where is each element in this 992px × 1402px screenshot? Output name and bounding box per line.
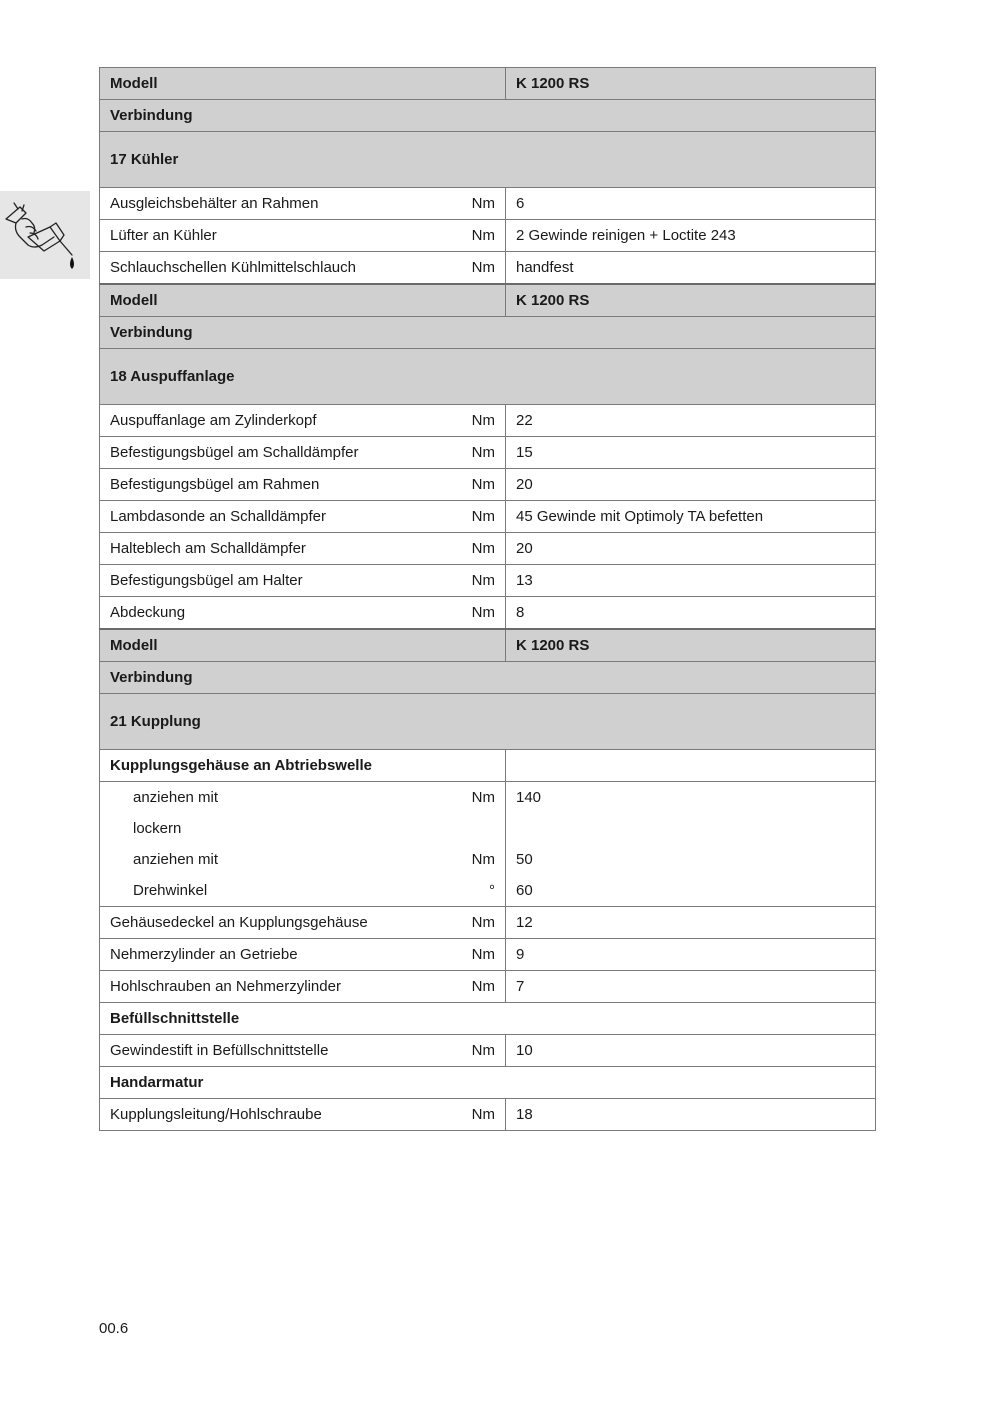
section-title: 17 Kühler [100,132,876,188]
row-label: Drehwinkel [100,875,454,907]
model-label: Modell [100,68,506,100]
row-unit: Nm [454,533,506,565]
row-label: Auspuffanlage am Zylinderkopf [100,405,454,437]
row-unit: Nm [454,907,506,939]
table-row [100,188,876,220]
table-row [100,469,876,501]
row-value: 7 [506,971,876,1003]
table-row [100,1035,876,1067]
row-value: 22 [506,405,876,437]
subheading-row [100,750,876,782]
row-value: 15 [506,437,876,469]
table-row [100,501,876,533]
section-title-row [100,132,876,188]
model-row [100,629,876,662]
model-row [100,68,876,100]
table-row [100,844,876,875]
row-label: Lüfter an Kühler [100,220,454,252]
row-unit: Nm [454,220,506,252]
subheading-label: Handarmatur [100,1067,876,1099]
row-label: Gewindestift in Befüllschnittstelle [100,1035,454,1067]
row-label: Kupplungsleitung/Hohlschraube [100,1099,454,1131]
connection-row [100,317,876,349]
row-value: 18 [506,1099,876,1131]
row-label: Hohlschrauben an Nehmerzylinder [100,971,454,1003]
row-label: Halteblech am Schalldämpfer [100,533,454,565]
table-row [100,252,876,285]
row-label: anziehen mit [100,782,454,814]
table-row [100,437,876,469]
connection-row [100,662,876,694]
row-unit: Nm [454,501,506,533]
table-row [100,813,876,844]
table-row [100,939,876,971]
hand-oil-can-icon [2,197,82,277]
row-value: 20 [506,533,876,565]
row-value: 9 [506,939,876,971]
row-unit: Nm [454,782,506,814]
row-label: Lambdasonde an Schalldämpfer [100,501,454,533]
row-value: 10 [506,1035,876,1067]
section-title-row [100,349,876,405]
row-unit: Nm [454,971,506,1003]
row-value: 140 [506,782,876,814]
row-label: Ausgleichsbehälter an Rahmen [100,188,454,220]
model-value: K 1200 RS [506,284,876,317]
section-title: 21 Kupplung [100,694,876,750]
row-label: Abdeckung [100,597,454,630]
row-label: Befestigungsbügel am Rahmen [100,469,454,501]
row-value: 8 [506,597,876,630]
table-row [100,782,876,814]
row-value: 13 [506,565,876,597]
table-row [100,565,876,597]
row-label: Befestigungsbügel am Halter [100,565,454,597]
section-title-row [100,694,876,750]
row-unit: Nm [454,597,506,630]
table-row [100,405,876,437]
row-unit: Nm [454,844,506,875]
row-label: Schlauchschellen Kühlmittelschlauch [100,252,454,285]
empty-value [506,750,876,782]
subheading-label: Kupplungsgehäuse an Abtriebswelle [100,750,506,782]
table-row [100,1099,876,1131]
row-label: anziehen mit [100,844,454,875]
connection-label: Verbindung [100,100,876,132]
row-value: handfest [506,252,876,285]
table-row [100,597,876,630]
row-unit: Nm [454,188,506,220]
table-row [100,220,876,252]
row-label: Gehäusedeckel an Kupplungsgehäuse [100,907,454,939]
model-label: Modell [100,629,506,662]
connection-row [100,100,876,132]
row-value: 45 Gewinde mit Optimoly TA befetten [506,501,876,533]
table-row [100,907,876,939]
row-unit: Nm [454,565,506,597]
subheading-row [100,1003,876,1035]
table-row [100,875,876,907]
row-value: 6 [506,188,876,220]
connection-label: Verbindung [100,317,876,349]
side-tab [0,191,90,279]
section-title: 18 Auspuffanlage [100,349,876,405]
subheading-row [100,1067,876,1099]
row-value: 12 [506,907,876,939]
subheading-label: Befüllschnittstelle [100,1003,876,1035]
row-unit: Nm [454,252,506,285]
page-number: 00.6 [99,1320,129,1337]
table-row [100,971,876,1003]
row-label: Nehmerzylinder an Getriebe [100,939,454,971]
model-label: Modell [100,284,506,317]
torque-spec-table [99,67,876,1131]
model-row [100,284,876,317]
row-value: 50 [506,844,876,875]
row-unit: Nm [454,405,506,437]
row-value [506,813,876,844]
connection-label: Verbindung [100,662,876,694]
model-value: K 1200 RS [506,629,876,662]
row-label: Befestigungsbügel am Schalldämpfer [100,437,454,469]
row-value: 60 [506,875,876,907]
row-unit: Nm [454,1099,506,1131]
table-row [100,533,876,565]
row-value: 20 [506,469,876,501]
row-unit: Nm [454,939,506,971]
row-unit: Nm [454,469,506,501]
row-unit: ° [454,875,506,907]
model-value: K 1200 RS [506,68,876,100]
row-unit: Nm [454,1035,506,1067]
row-unit [454,813,506,844]
row-label: lockern [100,813,454,844]
row-unit: Nm [454,437,506,469]
row-value: 2 Gewinde reinigen + Loctite 243 [506,220,876,252]
